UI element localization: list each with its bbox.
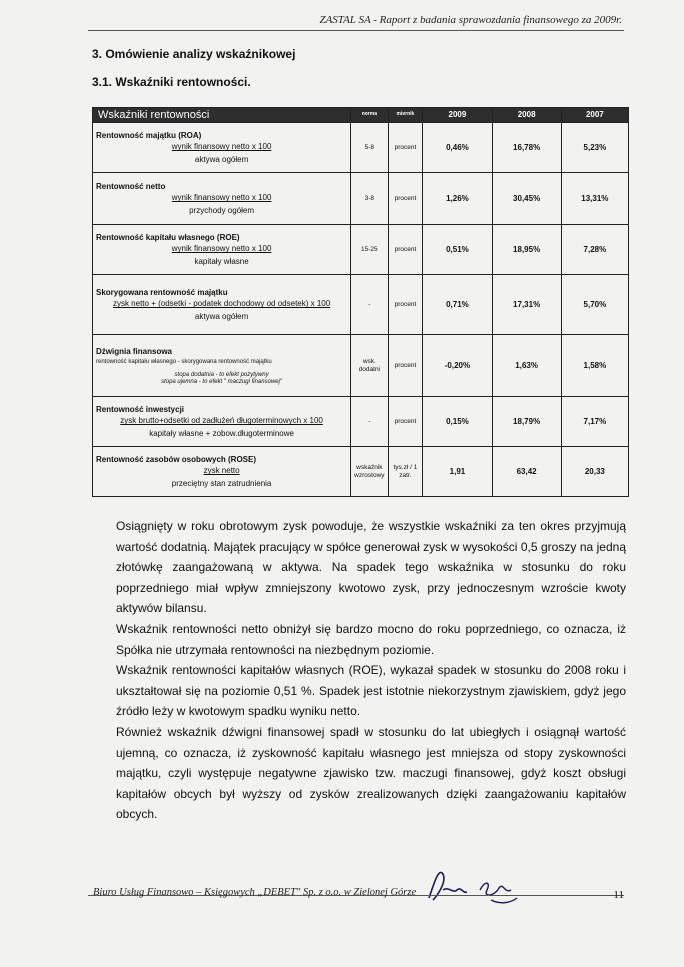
formula-numerator: wynik finansowy netto x 100 (171, 193, 272, 203)
unit-cell: procent (388, 123, 423, 173)
indicator-name: Rentowność majątku (ROA) (96, 131, 202, 141)
formula-numerator: wynik finansowy netto x 100 (171, 142, 272, 152)
indicator-cell (93, 275, 351, 335)
unit-cell: procent (388, 225, 423, 275)
table-header: norma (351, 108, 388, 123)
unit-cell: procent (388, 173, 423, 225)
table-row (93, 123, 629, 173)
profitability-table (92, 107, 629, 497)
page-number: 11 (613, 889, 624, 901)
indicator-cell (93, 447, 351, 497)
paragraph: Osiągnięty w roku obrotowym zysk powoduje, że wszystkie wskaźniki za ten okres przyjmują wartość dodatnią. Majątek pracujący w spółce generował zysk w wysokości 0,5 groszy na jedną złotówkę zaangażowaną w aktywa. Na spadek tego wskaźnika w stosunku do roku poprzedniego miał wpływ zmniejszony kwotowo zysk, przy jednoczesnym wzroście kwoty aktywów bilansu. (116, 519, 626, 616)
paragraph: Również wskaźnik dźwigni finansowej spadł w stosunku do lat ubiegłych i osiągnął wartość ujemną, co oznacza, iż zyskowność kapitału własnego jest mniejsza od stopy zyskowności majątku, czyli występuje negatywne zjawisko tzw. maczugi finansowej, gdyż koszt obsługi kapitałów obcych był wyższy od zysków zrealizowanych dzięki zaangażowaniu kapitałów obcych. (116, 724, 626, 822)
formula-denominator: aktywa ogółem (194, 311, 249, 321)
table-header: 2007 (561, 108, 628, 123)
paragraph: Wskaźnik rentowności netto obniżył się bardzo mocno do roku poprzedniego, co oznacza, iż Spółka nie utrzymała rentowności na niezbędnym poziomie. (116, 621, 626, 657)
formula-numerator: zysk brutto+odsetki od zadłużeń długoterminowych x 100 (120, 416, 323, 426)
table-header: 2008 (492, 108, 561, 123)
indicator-name: Rentowność netto (96, 182, 166, 192)
paragraph: Wskaźnik rentowności kapitałów własnych (ROE), wykazał spadek w stosunku do 2008 roku i ukształtował się na poziomie 0,51 %. Spadek jest istotnie niekorzystnym zjawiskiem, gdyż jego źródło leży w kwotowym spadku wyniku netto. (116, 663, 626, 719)
value-2007: 5,70% (561, 275, 628, 335)
formula-note: stopa ujemna - to efekt " maczugi finansowej" (161, 379, 283, 386)
value-2009: 0,51% (423, 225, 492, 275)
table-row (93, 225, 629, 275)
value-2007: 7,17% (561, 397, 628, 447)
table-header: 2009 (423, 108, 492, 123)
formula-denominator: przychody ogółem (189, 205, 255, 215)
norm-cell: 15-25 (351, 225, 388, 275)
value-2008: 17,31% (492, 275, 561, 335)
unit-cell: procent (388, 335, 423, 397)
table-row (93, 275, 629, 335)
value-2009: 1,26% (423, 173, 492, 225)
value-2009: 0,15% (423, 397, 492, 447)
indicator-name: Rentowność inwestycji (96, 405, 185, 415)
formula-denominator: kapitały własne + zobow.długoterminowe (149, 428, 294, 438)
indicator-name: Dźwignia finansowa (96, 347, 173, 357)
indicator-name: Rentowność kapitału własnego (ROE) (96, 233, 240, 243)
footer-text: Biuro Usług Finansowo – Księgowych „DEBET" Sp. z o.o. w Zielonej Górze (93, 887, 417, 898)
value-2008: 18,95% (492, 225, 561, 275)
norm-cell: wsk. dodatni (351, 335, 388, 397)
formula-numerator: wynik finansowy netto x 100 (171, 244, 272, 254)
indicator-cell (93, 397, 351, 447)
table-row (93, 173, 629, 225)
indicator-cell (93, 123, 351, 173)
value-2007: 20,33 (561, 447, 628, 497)
formula-numerator: zysk netto + (odsetki - podatek dochodowy od odsetek) x 100 (112, 299, 331, 309)
section-heading: 3. Omówienie analizy wskaźnikowej (92, 47, 296, 61)
value-2007: 5,23% (561, 123, 628, 173)
value-2008: 63,42 (492, 447, 561, 497)
signature-image (425, 860, 535, 910)
indicator-name: Skorygowana rentowność majątku (96, 288, 228, 298)
value-2009: 0,71% (423, 275, 492, 335)
unit-cell: tys.zł / 1 zatr. (388, 447, 423, 497)
formula-note: stopa dodatnia - to efekt pozytywny (174, 372, 269, 379)
indicator-cell (93, 225, 351, 275)
value-2007: 13,31% (561, 173, 628, 225)
norm-cell: wskaźnik wzrostowy (351, 447, 388, 497)
norm-cell: - (351, 397, 388, 447)
value-2007: 1,58% (561, 335, 628, 397)
table-row (93, 447, 629, 497)
value-2007: 7,28% (561, 225, 628, 275)
value-2008: 30,45% (492, 173, 561, 225)
norm-cell: 5-8 (351, 123, 388, 173)
unit-cell: procent (388, 397, 423, 447)
table-row (93, 335, 629, 397)
unit-cell: procent (388, 275, 423, 335)
header-rule (88, 30, 624, 31)
analysis-text (116, 516, 626, 825)
table-header-row (93, 108, 629, 123)
formula-denominator: kapitały własne (194, 256, 249, 266)
table-row (93, 397, 629, 447)
value-2008: 16,78% (492, 123, 561, 173)
norm-cell: 3-8 (351, 173, 388, 225)
norm-cell: - (351, 275, 388, 335)
indicator-name: Rentowność zasobów osobowych (ROSE) (96, 455, 257, 465)
value-2008: 1,63% (492, 335, 561, 397)
subsection-heading: 3.1. Wskaźniki rentowności. (92, 75, 251, 89)
table-header: miernik (388, 108, 423, 123)
formula-text: rentowność kapitału własnego - skorygowana rentowność majątku (96, 359, 272, 366)
indicator-cell (93, 335, 351, 397)
indicator-cell (93, 173, 351, 225)
value-2009: 1,91 (423, 447, 492, 497)
running-header: ZASTAL SA - Raport z badania sprawozdania finansowego za 2009r. (319, 14, 622, 26)
formula-denominator: przeciętny stan zatrudnienia (171, 478, 272, 488)
value-2008: 18,79% (492, 397, 561, 447)
value-2009: 0,46% (423, 123, 492, 173)
formula-denominator: aktywa ogółem (194, 154, 249, 164)
table-header: Wskaźniki rentowności (93, 108, 351, 123)
value-2009: -0,20% (423, 335, 492, 397)
formula-numerator: zysk netto (203, 466, 240, 476)
